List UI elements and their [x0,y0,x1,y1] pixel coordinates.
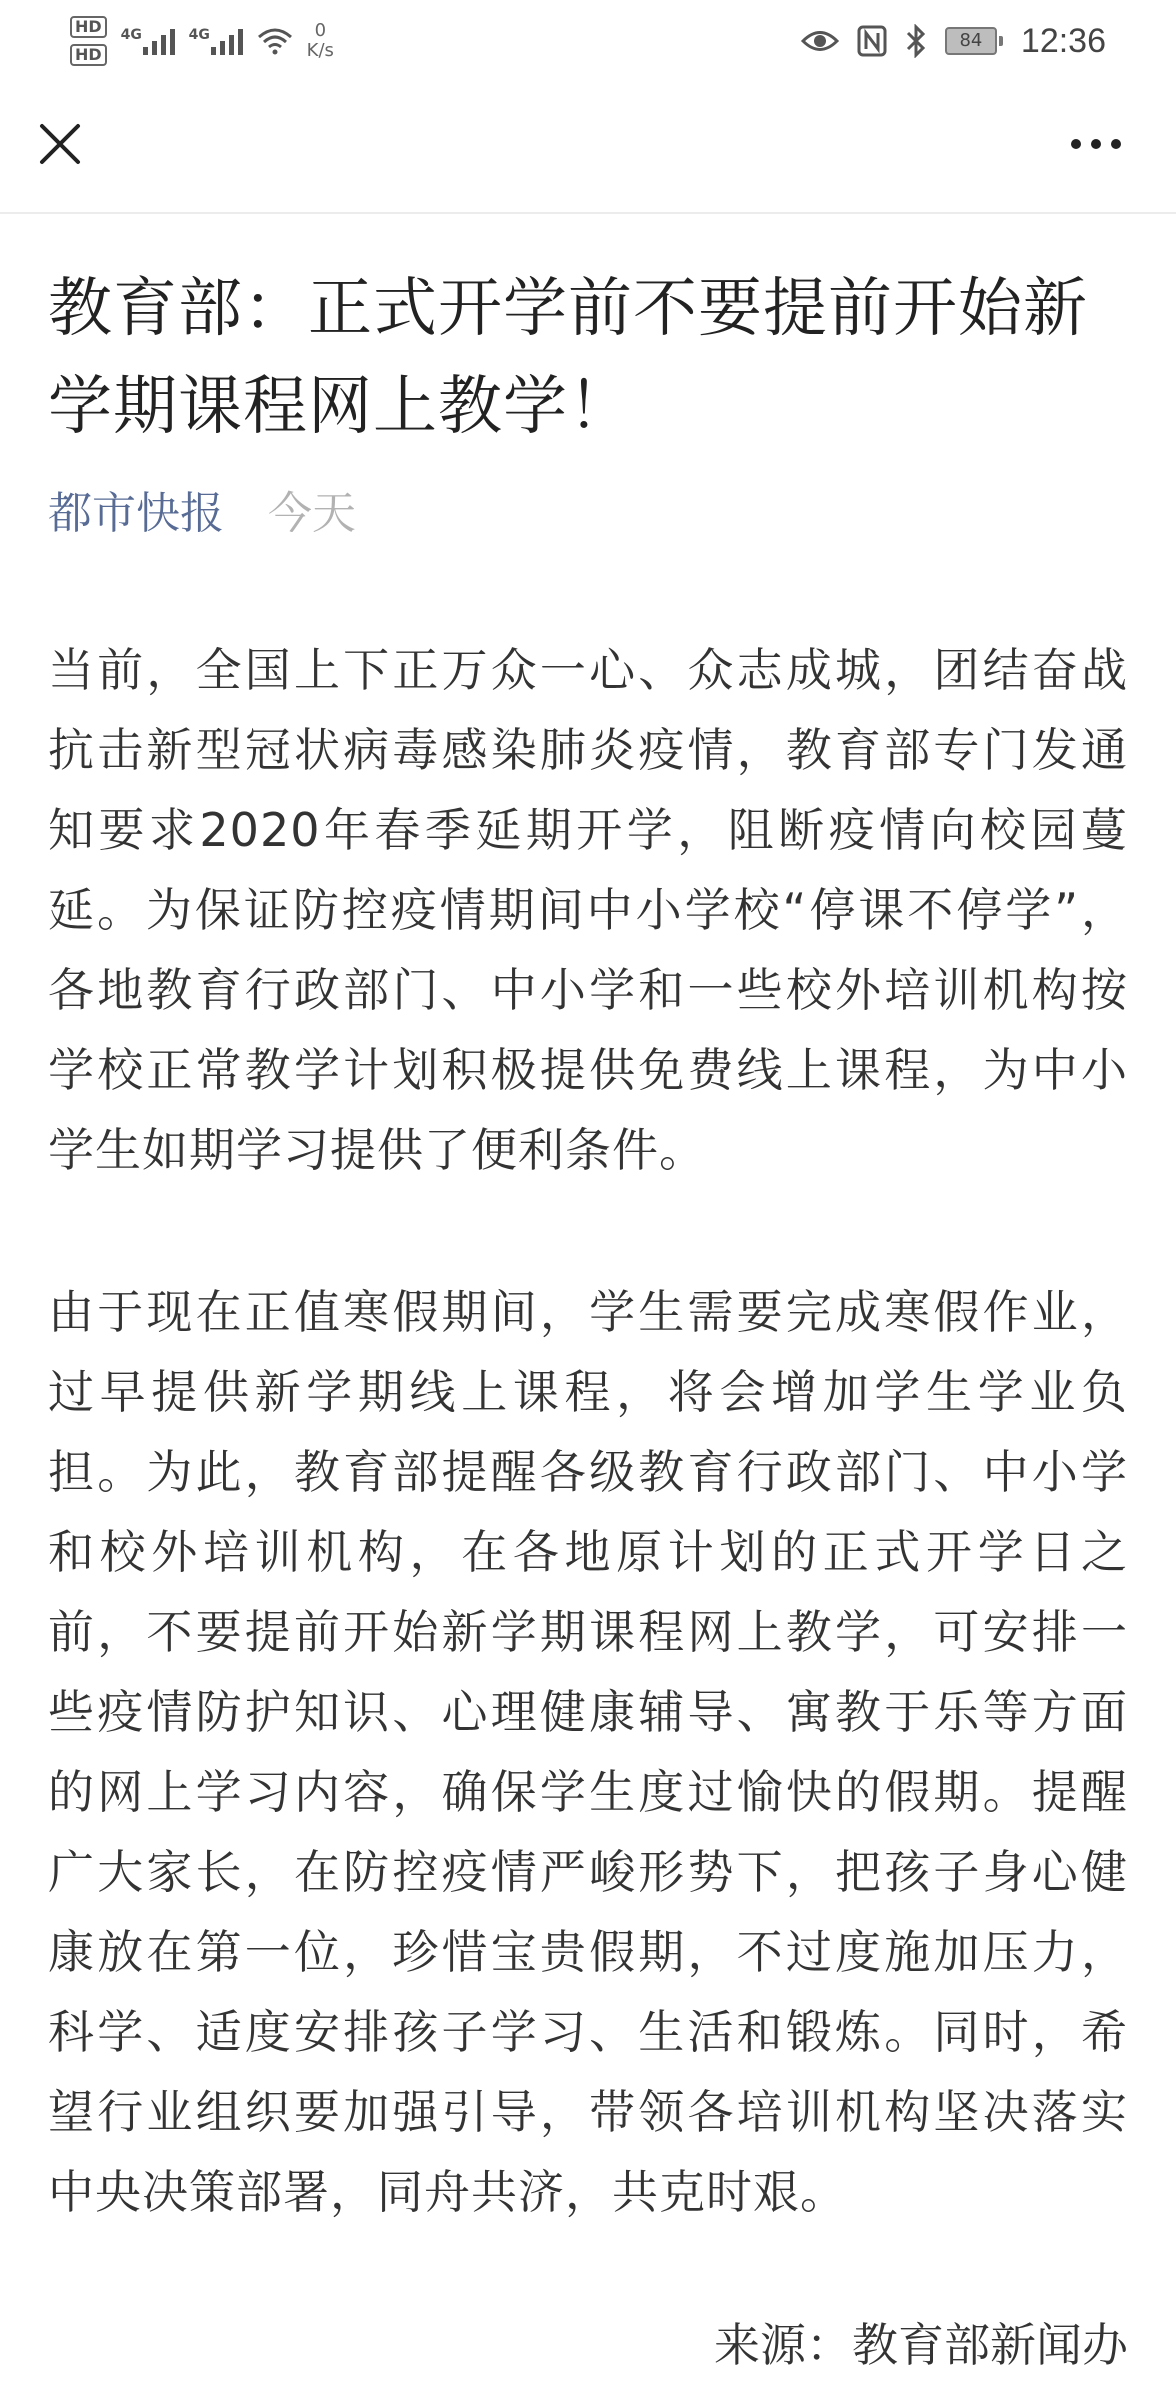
bluetooth-icon [905,24,927,58]
speed-value: 0 [314,20,327,41]
article-meta [48,484,1128,544]
signal-icon [189,27,243,55]
more-options-button[interactable] [1056,114,1136,174]
speed-unit: K/s [306,40,334,61]
hd-indicators [70,16,107,66]
nfc-icon [857,25,887,57]
network-type-1: 4G [120,27,142,43]
signal-icon [121,27,175,55]
eye-icon [801,28,839,54]
article-header [48,260,1128,544]
status-bar-left [70,8,334,74]
account-name-link[interactable]: 都市快报 [48,488,224,539]
network-speed [307,21,334,61]
status-bar [0,0,1176,82]
article-body [48,630,1128,2314]
wifi-icon [257,27,293,55]
article-paragraph-1: 当前，全国上下正万众一心、众志成城，团结奋战抗击新型冠状病毒感染肺炎疫情，教育部专门发通知要求2020年春季延期开学，阻断疫情向校园蔓延。为保证防控疫情期间中小学校“停课不停学”，各地教育行政部门、中小学和一些校外培训机构按学校正常教学计划积极提供免费线上课程，为中小学生如期学习提供了便利条件。 [48,643,1128,1177]
top-nav-bar [0,82,1176,214]
status-bar-right [801,14,1106,68]
article-title: 教育部：正式开学前不要提前开始新学期课程网上教学！ [48,272,1088,444]
more-icon [1071,139,1081,149]
hd-badge-1: HD [70,16,107,38]
hd-badge-2: HD [70,44,107,66]
article-source: 来源：教育部新闻办 [714,2318,1128,2372]
network-type-2: 4G [188,27,210,43]
publish-date: 今天 [268,488,356,539]
close-button[interactable] [30,114,90,174]
article-paragraph-2: 由于现在正值寒假期间，学生需要完成寒假作业，过早提供新学期线上课程，将会增加学生学业负担。为此，教育部提醒各级教育行政部门、中小学和校外培训机构，在各地原计划的正式开学日之前，不要提前开始新学期课程网上教学，可安排一些疫情防护知识、心理健康辅导、寓教于乐等方面的网上学习内容，确保学生度过愉快的假期。提醒广大家长，在防控疫情严峻形势下，把孩子身心健康放在第一位，珍惜宝贵假期，不过度施加压力，科学、适度安排孩子学习、生活和锻炼。同时，希望行业组织要加强引导，带领各培训机构坚决落实中央决策部署，同舟共济，共克时艰。 [48,1285,1128,2219]
close-icon [38,122,82,166]
battery-level: 84 [945,27,997,55]
battery-indicator [945,27,1003,55]
status-time: 12:36 [1020,21,1106,60]
